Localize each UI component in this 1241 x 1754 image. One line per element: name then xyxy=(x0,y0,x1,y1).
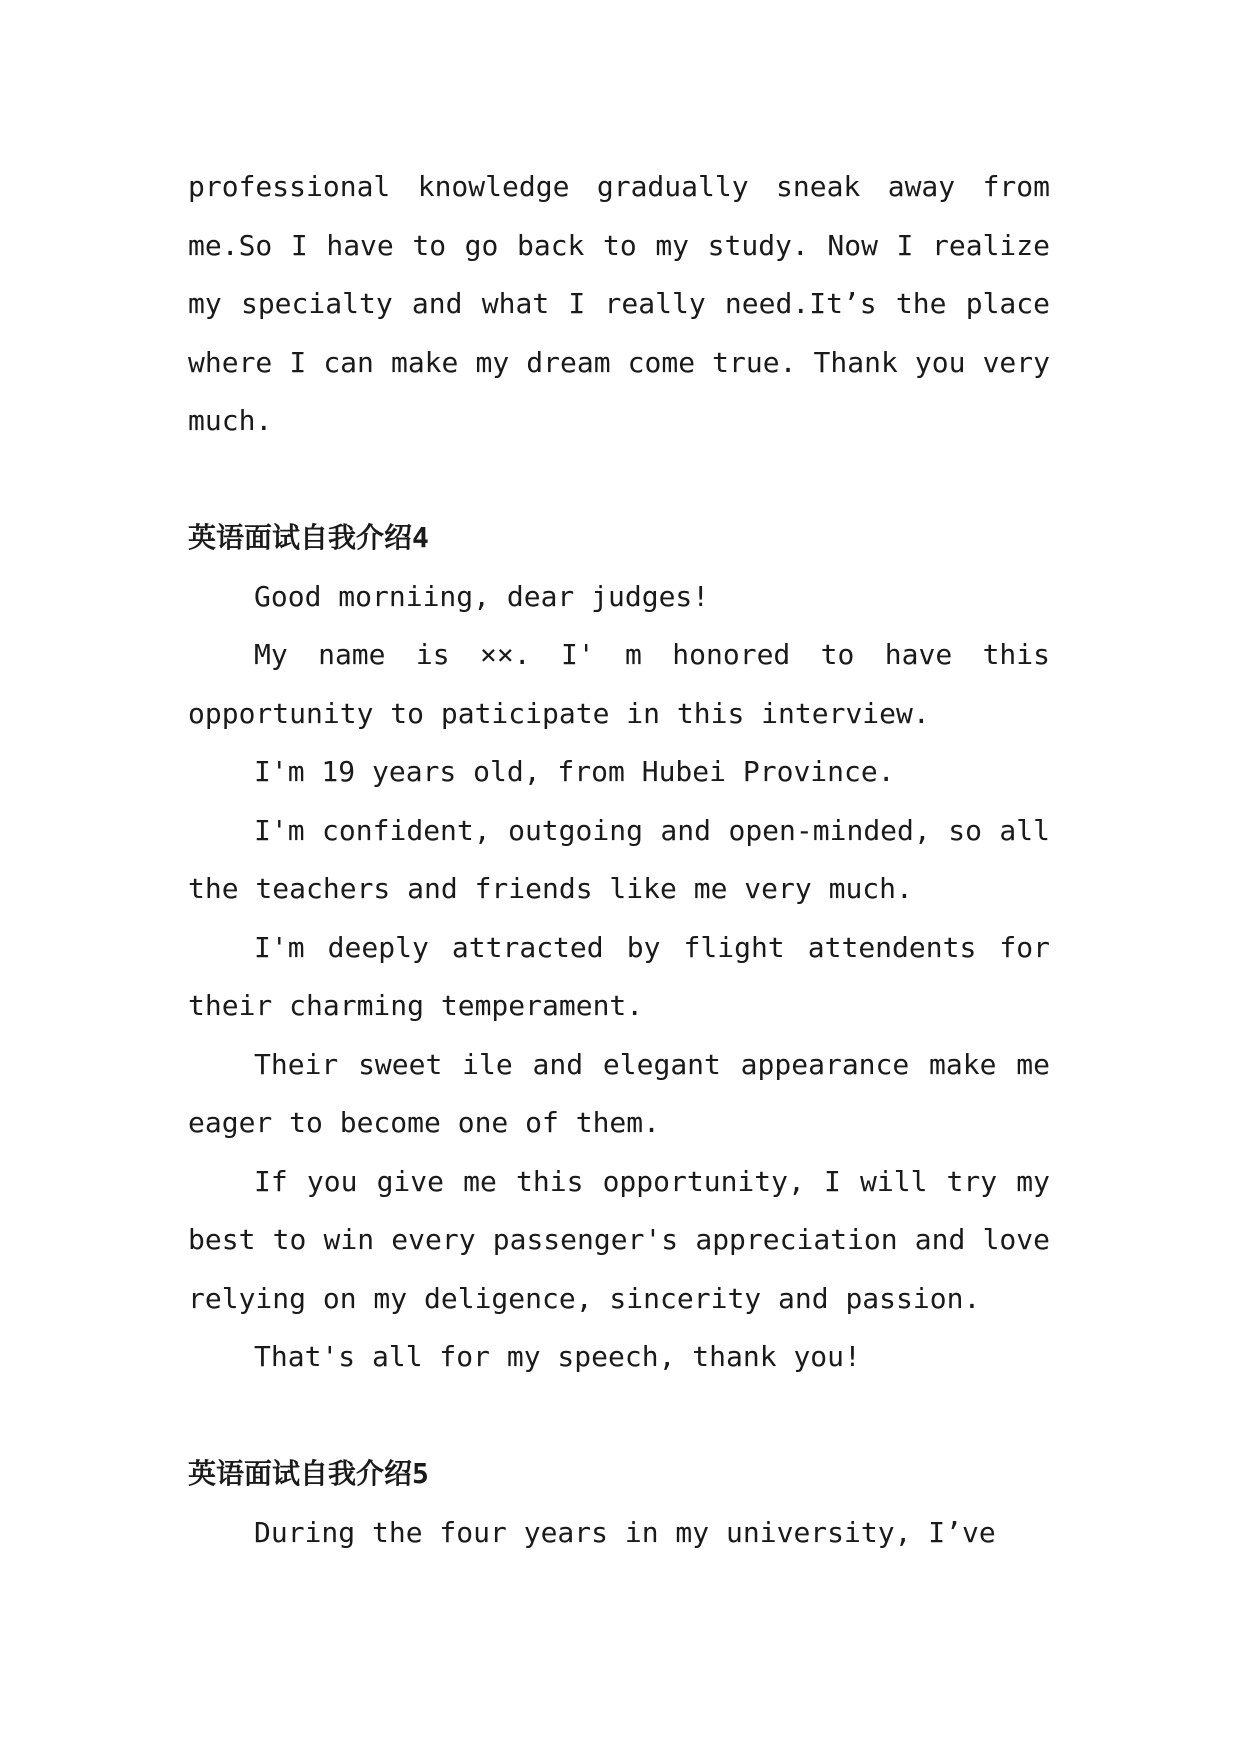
section-gap xyxy=(188,451,1050,510)
section4-paragraph-name: My name is ××. I' m honored to have this opportunity to paticipate in this interview. xyxy=(188,638,1050,730)
section4-paragraph-attraction: I'm deeply attracted by flight attendents for their charming temperament. xyxy=(188,930,1050,1022)
section4-heading: 英语面试自我介绍4 xyxy=(188,521,429,554)
section5-heading: 英语面试自我介绍5 xyxy=(188,1457,429,1490)
section4-paragraph-appearance: Their sweet ile and elegant appearance make me eager to become one of them. xyxy=(188,1047,1050,1139)
section4-paragraph-personality: I'm confident, outgoing and open-minded, so all the teachers and friends like me very much. xyxy=(188,813,1050,905)
section4-paragraph-greeting: Good morniing, dear judges! xyxy=(254,579,710,613)
section5-paragraph-intro: During the four years in my university, I’ve xyxy=(254,1515,996,1549)
section4-paragraph-closing: That's all for my speech, thank you! xyxy=(254,1340,861,1373)
section3-closing-paragraph: professional knowledge gradually sneak away from me.So I have to go back to my study. Now I realize my specialty and what I really need.It’s the place where I can make my dream come true. Thank you very much. xyxy=(188,170,1050,437)
section-gap xyxy=(188,1387,1050,1446)
section4-paragraph-opportunity: If you give me this opportunity, I will try my best to win every passenger's appreciation and love relying on my deligence, sincerity and passion. xyxy=(188,1164,1050,1315)
document-page xyxy=(188,158,1050,1562)
section4-paragraph-age: I'm 19 years old, from Hubei Province. xyxy=(254,755,895,788)
